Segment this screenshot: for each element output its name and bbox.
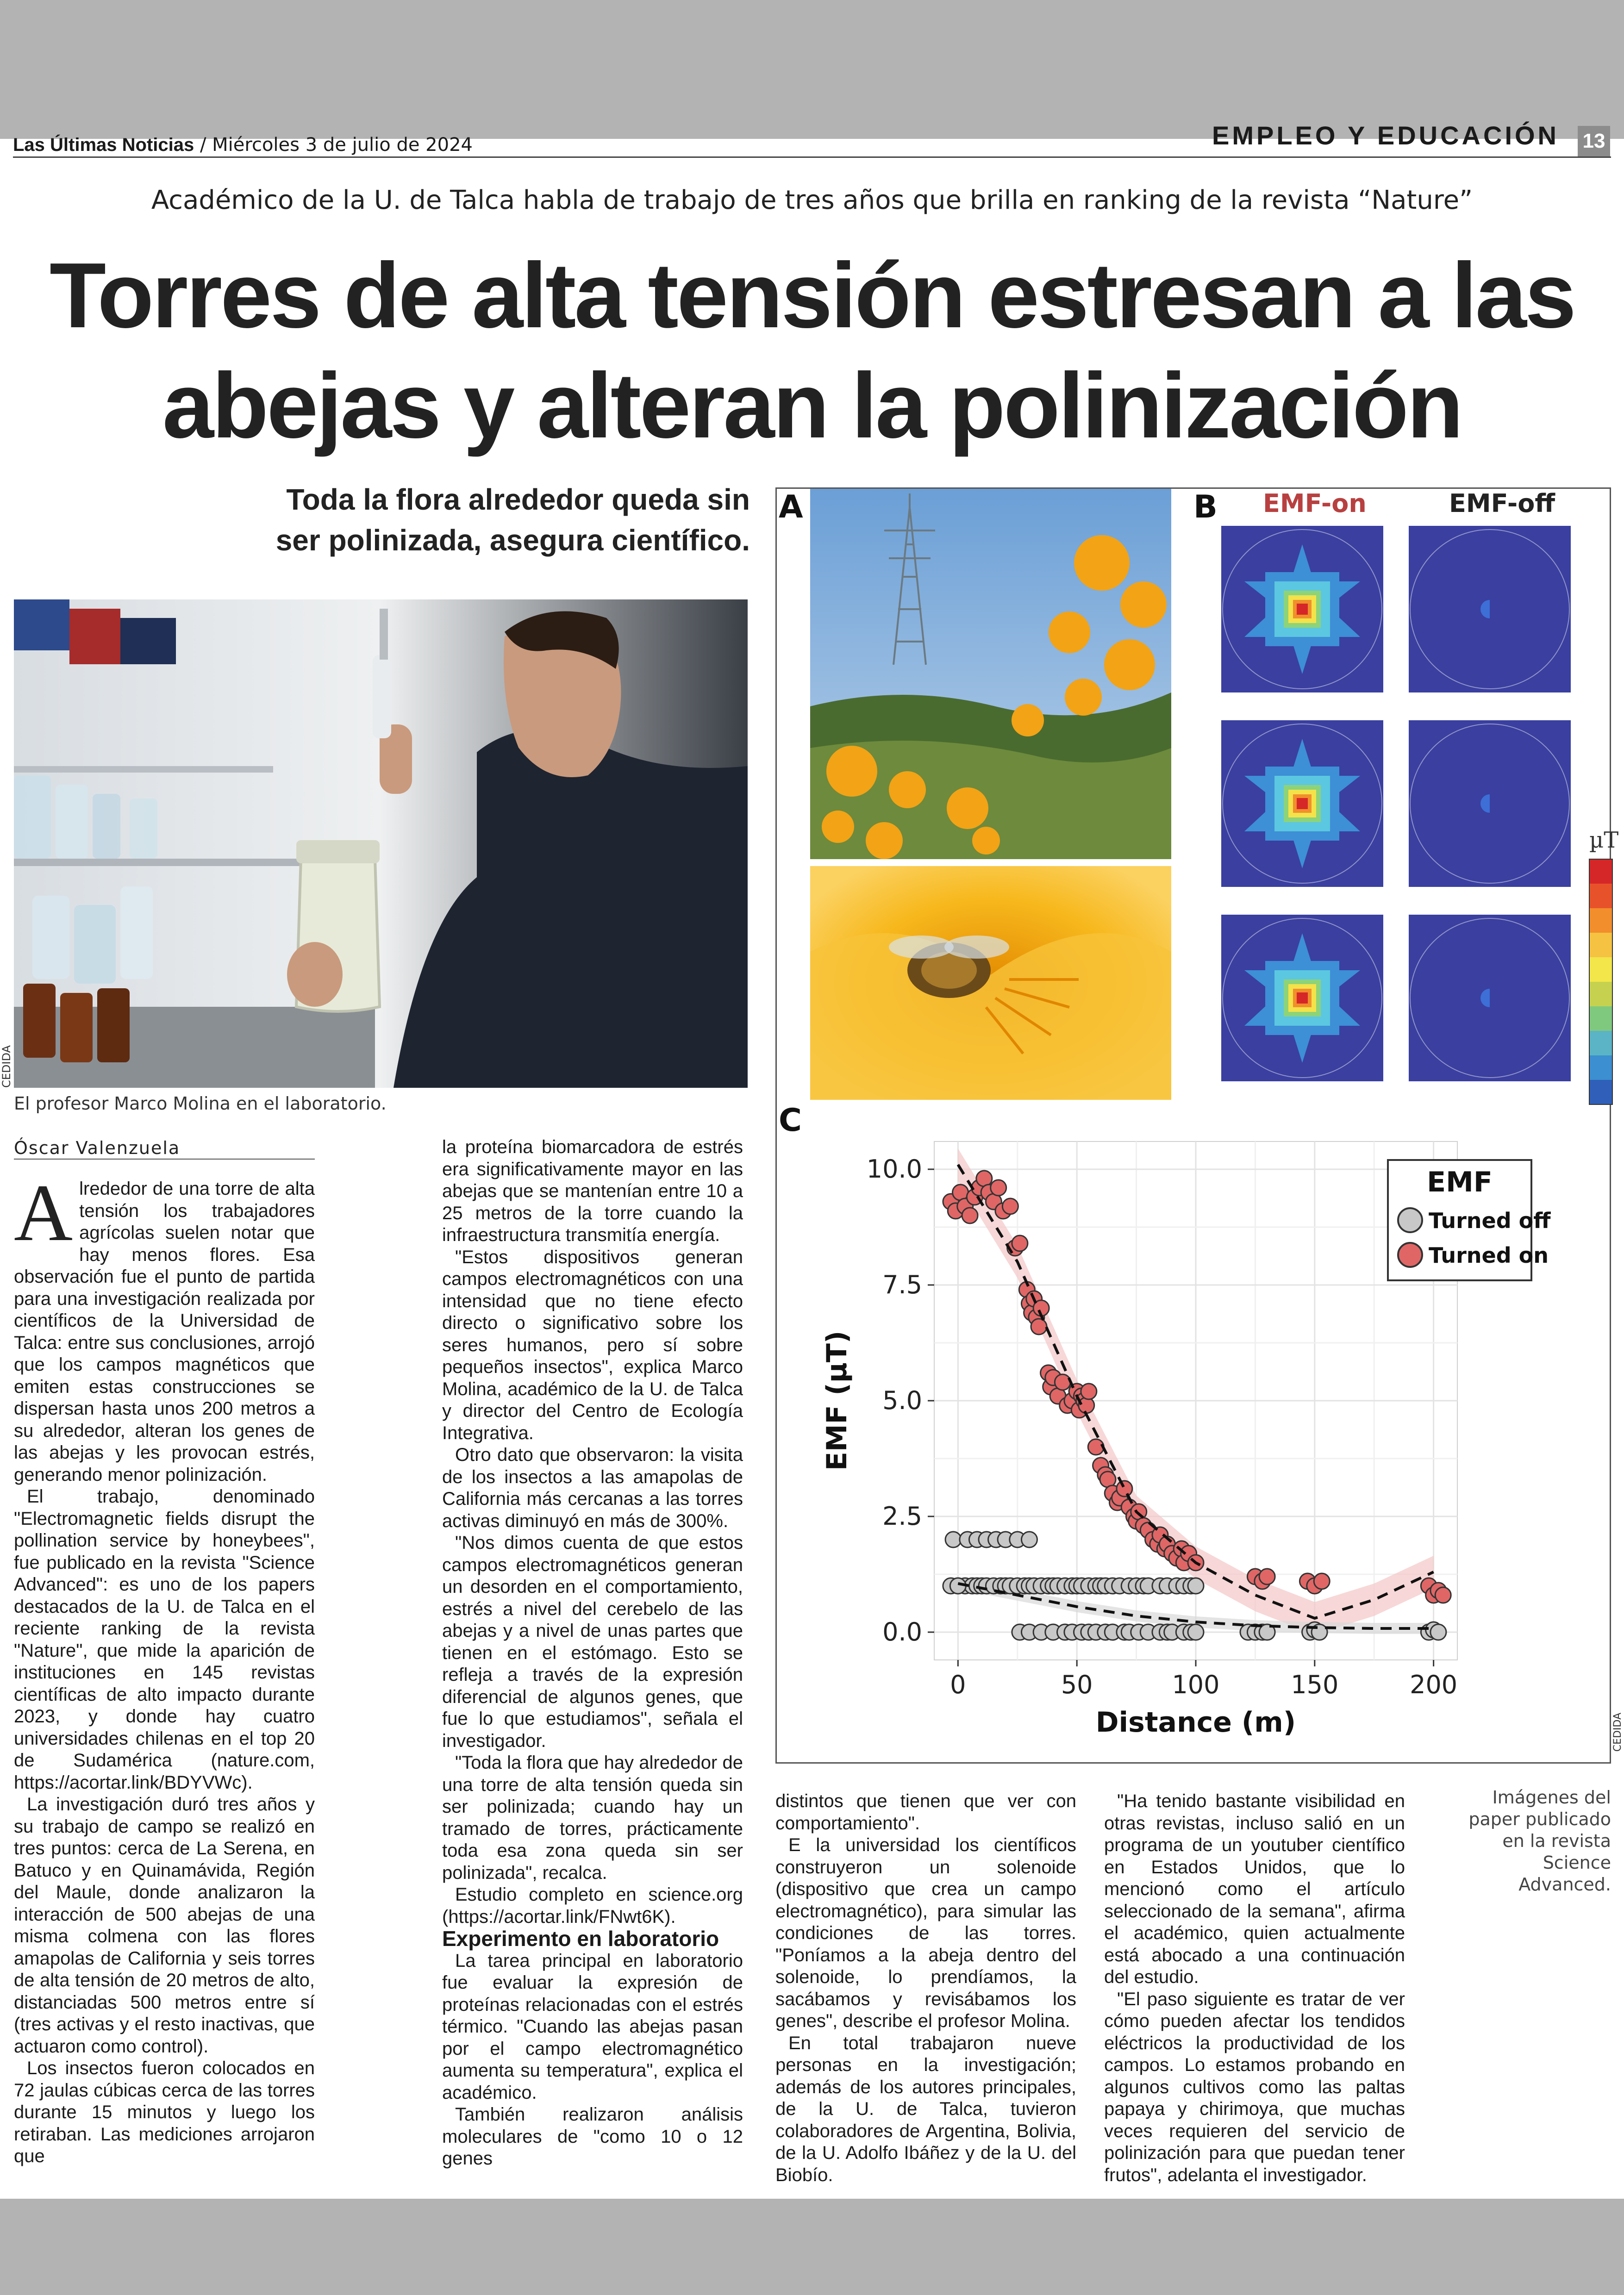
x-tick-label: 200 (1410, 1670, 1458, 1699)
lab-photo-illustration (14, 599, 748, 1088)
data-point (1117, 1481, 1132, 1497)
publication-date: / Miércoles 3 de julio de 2024 (200, 134, 473, 156)
data-point (1079, 1397, 1094, 1413)
paragraph: Estudio completo en science.org (https://acortar.link/FNwt6K). (442, 1884, 743, 1927)
page-number: 13 (1578, 126, 1610, 156)
emf-on-label: EMF-on (1263, 489, 1367, 518)
byline-rule (14, 1159, 315, 1160)
subheading: Experimento en laboratorio (442, 1927, 719, 1951)
colorbar-swatch (1589, 1055, 1612, 1080)
y-tick-label: 5.0 (882, 1386, 922, 1415)
y-axis-label: EMF (µT) (821, 1330, 853, 1471)
paragraph: "Toda la flora que hay alrededor de una torre de alta tensión queda sin ser polinizada; cuando hay un tramado de torres, prácticamente toda esa zona queda sin ser polinizada", recalca. (442, 1752, 743, 1883)
header-rule (13, 156, 1611, 158)
data-point (962, 1208, 978, 1223)
paragraph: Otro dato que observaron: la visita de los insectos a las amapolas de California más cercanas a las torres activas diminuyó en más de 300%. (442, 1445, 743, 1531)
photo-credit: CEDIDA (0, 1045, 13, 1088)
article-column-3 (775, 1790, 1076, 2186)
paragraph: distintos que tienen que ver con comportamiento". (775, 1791, 1076, 1834)
panel-a-photos (810, 489, 1171, 1100)
drop-cap: A (14, 1168, 73, 1258)
paragraph: En total trabajaron nueve personas en la investigación; además de los autores principales, de la U. de Talca, tuvieron colaboradores de Argentina, Bolivia, de la U. Adolfo Ibáñez y de la U. del Biobío. (775, 2033, 1076, 2185)
data-point (1314, 1573, 1330, 1589)
data-point (1031, 1319, 1047, 1335)
paragraph (14, 1168, 315, 1486)
colorbar-swatch (1589, 859, 1612, 884)
newspaper-name: Las Últimas Noticias (13, 135, 194, 155)
data-point (1430, 1624, 1446, 1640)
paragraph: E la universidad los científicos construyeron un solenoide (dispositivo que crea un campo electromagnético), para simular las condiciones de las torres. "Poníamos a la abeja dentro del solenoide, lo prendíamos, la sacábamos y revisábamos los genes", describe el profesor Molina. (775, 1835, 1076, 2031)
data-point (1188, 1578, 1204, 1594)
data-point (1188, 1624, 1204, 1640)
bee-on-poppy-photo (810, 866, 1171, 1100)
paragraph: La investigación duró tres años y su trabajo de campo se realizó en tres puntos: cerca de La Serena, en Batuco y en Quinamávida, Región del Maule, donde analizaron la interacción de 500 abejas de una misma colmena con las flores amapolas de California y seis torres de alta tensión de 20 metros de alto, distanciadas 500 metros entre sí (tres activas y el resto inactivas, que actuaron como control). (14, 1794, 315, 2057)
x-tick-label: 0 (950, 1670, 966, 1699)
panel-b-label: B (1193, 489, 1218, 525)
legend-label: Turned off (1429, 1208, 1551, 1233)
y-tick-label: 10.0 (866, 1154, 922, 1184)
paragraph: La tarea principal en laboratorio fue evaluar la expresión de proteínas relacionadas con el estrés térmico. "Cuando las abejas pasan por el campo electromagnético aumenta su temperatura", explica el académico. (442, 1950, 743, 2103)
x-tick-label: 150 (1291, 1670, 1339, 1699)
colorbar-swatch (1589, 908, 1612, 933)
deck-line-1: Toda la flora alrededor queda sin (286, 483, 750, 516)
paragraph: "Estos dispositivos generan campos electromagnéticos con una intensidad que no tiene efecto directo o significativo sobre los seres humanos, pero sí sobre pequeños insectos", explica Marco Molina, académico de la U. de Talca y director del Centro de Ecología Integrativa. (442, 1247, 743, 1443)
x-tick-label: 50 (1061, 1670, 1093, 1699)
deck (259, 479, 750, 561)
colorbar-unit-label: µT (1589, 827, 1619, 853)
legend-label: Turned on (1429, 1243, 1549, 1268)
x-tick-label: 100 (1172, 1670, 1220, 1699)
colorbar-swatch (1589, 982, 1612, 1007)
article-column-1 (14, 1168, 315, 2168)
kicker: Académico de la U. de Talca habla de trabajo de tres años que brilla en ranking de la revista “Nature” (151, 185, 1473, 215)
headline-line-1: Torres de alta tensión estresan a las (49, 244, 1575, 347)
data-point (1012, 1235, 1028, 1251)
panel-a-label: A (779, 489, 803, 525)
data-point (945, 1532, 961, 1547)
colorbar (1589, 859, 1612, 1105)
y-tick-label: 0.0 (882, 1617, 922, 1646)
data-point (1435, 1587, 1451, 1603)
colorbar-swatch (1589, 1031, 1612, 1056)
data-point (1088, 1439, 1104, 1455)
scan-margin-bottom (0, 2199, 1624, 2295)
section-title: EMPLEO Y EDUCACIÓN (1212, 121, 1559, 150)
figure-credit: CEDIDA (1612, 1713, 1624, 1752)
figure-caption: Imágenes del paper publicado en la revista Science Advanced. (1468, 1787, 1611, 1895)
paragraph: "Ha tenido bastante visibilidad en otras revistas, incluso salió en un programa de un youtuber científico en Estados Unidos, que lo mencionó como el artículo seleccionado de la semana", afirma el académico, quien actualmente está abocado a una continuación del estudio. (1104, 1791, 1405, 1987)
deck-line-2: ser polinizada, asegura científico. (275, 524, 750, 557)
masthead (13, 134, 473, 156)
paragraph: Los insectos fueron colocados en 72 jaulas cúbicas cerca de las torres durante 15 minutos y luego los retiraban. Las mediciones arrojaron que (14, 2058, 315, 2166)
data-point (991, 1180, 1006, 1196)
lab-photo (14, 599, 748, 1088)
headline (28, 241, 1596, 461)
paragraph: la proteína biomarcadora de estrés era significativamente mayor en las abejas que se mantenían entre 10 a 25 metros de la torre cuando la infraestructura transmitía energía. (442, 1137, 743, 1245)
field-photo (810, 489, 1171, 859)
headline-line-2: abejas y alteran la polinización (162, 354, 1462, 457)
colorbar-swatch (1589, 884, 1612, 909)
legend-marker (1398, 1208, 1422, 1232)
y-tick-label: 7.5 (882, 1270, 922, 1299)
data-point (1259, 1569, 1275, 1584)
data-point (1055, 1374, 1070, 1390)
paragraph: "El paso siguiente es tratar de ver cómo pueden afectar los tendidos eléctricos la productividad de los campos. Lo estamos probando en algunos cultivos como las paltas papaya y chirimoya, que muchas veces requieren del servicio de polinización para que puedan tener frutos", adelanta el investigador. (1104, 1989, 1405, 2185)
byline: Óscar Valenzuela (14, 1138, 181, 1158)
x-axis-label: Distance (m) (1095, 1706, 1296, 1739)
data-point (1021, 1532, 1037, 1547)
paragraph: También realizaron análisis moleculares de "como 10 o 12 genes (442, 2104, 743, 2169)
legend-title: EMF (1427, 1166, 1493, 1198)
article-column-2 (442, 1136, 743, 2170)
emf-off-label: EMF-off (1449, 489, 1555, 518)
article-column-4 (1104, 1790, 1405, 2186)
photo-caption: El profesor Marco Molina en el laboratorio. (14, 1093, 387, 1114)
data-point (1002, 1198, 1018, 1214)
colorbar-swatch (1589, 957, 1612, 982)
paragraph: "Nos dimos cuenta de que estos campos electromagnéticos generan un desorden en el comportamiento, estrés a nivel del cerebelo de las abejas y a nivel de unas partes que tienen en el estómago. Esto se refleja a través de la expresión diferencial de algunos genes, que fue lo que estudiamos", señala el investigador. (442, 1533, 743, 1751)
colorbar-swatch (1589, 1080, 1612, 1105)
paragraph-text: lrededor de una torre de alta tensión los trabajadores agrícolas suelen notar que hay menos flores. Esa observación fue el punto de partida para una investigación realizada por científicos de la Universidad de Talca: entre sus conclusiones, arrojó que los campos magnéticos que emiten estas construcciones se dispersan hasta unos 200 metros a su alrededor, alteran los genes de las abejas y les provocan estrés, generando menor polinización. (14, 1179, 315, 1485)
y-tick-label: 2.5 (882, 1502, 922, 1531)
panel-c-label: C (779, 1102, 802, 1139)
panel-b-heatmaps (1221, 526, 1619, 1109)
paragraph: El trabajo, denominado "Electromagnetic fields disrupt the pollination service by honeybees", fue publicado en la revista "Science Advanced": es uno de los papers destacados de la U. de Talca en el reciente ranking de la revista "Nature", que mide la aparición de instituciones en 145 revistas científicas de alto impacto durante 2023, y donde hay cuatro universidades chilenas en el top 20 de Sudamérica (nature.com, https://acortar.link/BDYVWc). (14, 1486, 315, 1793)
page-header (13, 116, 1610, 158)
colorbar-swatch (1589, 1006, 1612, 1031)
legend-marker (1398, 1243, 1422, 1267)
data-point (1081, 1384, 1097, 1399)
emf-distance-chart (795, 1121, 1601, 1759)
colorbar-swatch (1589, 933, 1612, 958)
